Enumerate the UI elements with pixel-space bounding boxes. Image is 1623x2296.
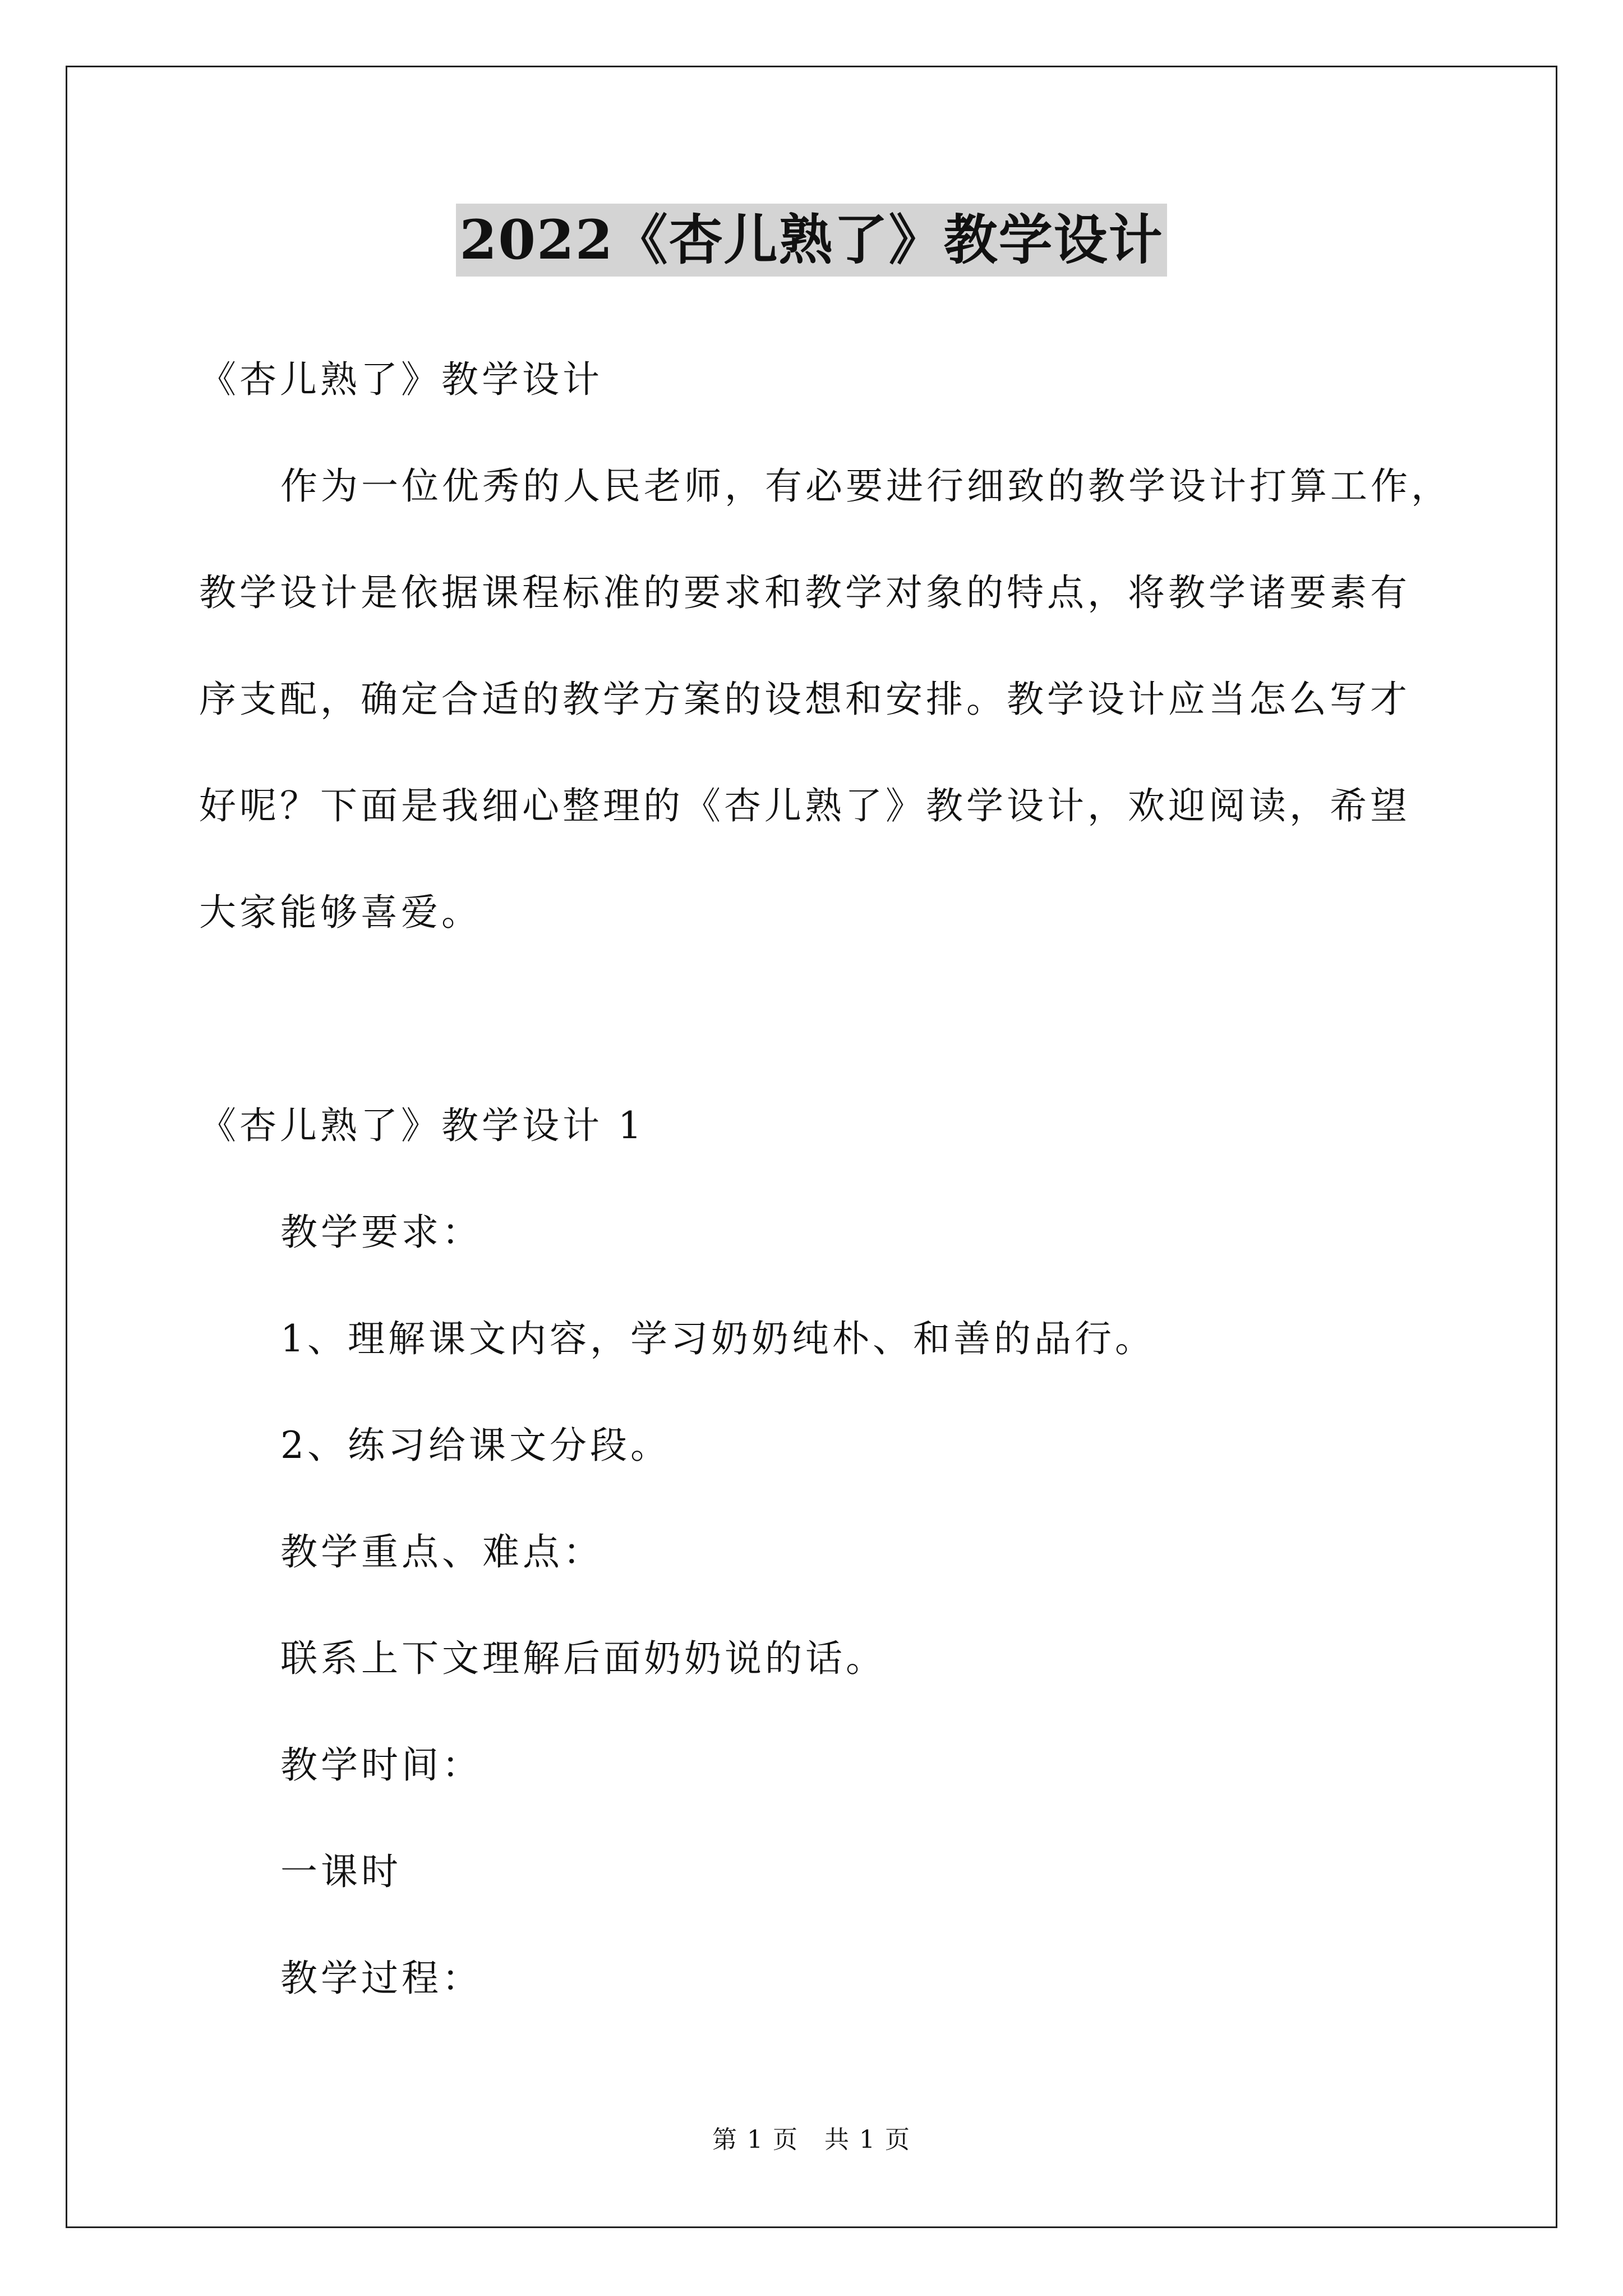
intro-line-4: 好呢？下面是我细心整理的《杏儿熟了》教学设计，欢迎阅读，希望: [199, 784, 1410, 827]
intro-line-5: 大家能够喜爱。: [199, 891, 482, 934]
section-line-2: 1、理解课文内容，学习奶奶纯朴、和善的品行。: [280, 1317, 1155, 1360]
section-heading: 《杏儿熟了》教学设计 1: [199, 1104, 645, 1147]
intro-line-2: 教学设计是依据课程标准的要求和教学对象的特点，将教学诸要素有: [199, 571, 1410, 614]
document-title: 2022《杏儿熟了》教学设计: [456, 204, 1166, 277]
section-line-3: 2、练习给课文分段。: [280, 1424, 671, 1467]
intro-line-3: 序支配，确定合适的教学方案的设想和安排。教学设计应当怎么写才: [199, 678, 1410, 721]
title-container: [0, 204, 1623, 277]
section-line-6: 教学时间：: [280, 1743, 482, 1787]
section-line-4: 教学重点、难点：: [280, 1530, 603, 1573]
section-line-8: 教学过程：: [280, 1957, 482, 2000]
subtitle: 《杏儿熟了》教学设计: [199, 358, 603, 401]
section-line-1: 教学要求：: [280, 1211, 482, 1254]
intro-line-1: 作为一位优秀的人民老师，有必要进行细致的教学设计打算工作，: [280, 464, 1451, 508]
section-line-5: 联系上下文理解后面奶奶说的话。: [280, 1637, 886, 1680]
section-line-7: 一课时: [280, 1850, 402, 1893]
page-number-footer: 第 1 页 共 1 页: [712, 2125, 911, 2154]
